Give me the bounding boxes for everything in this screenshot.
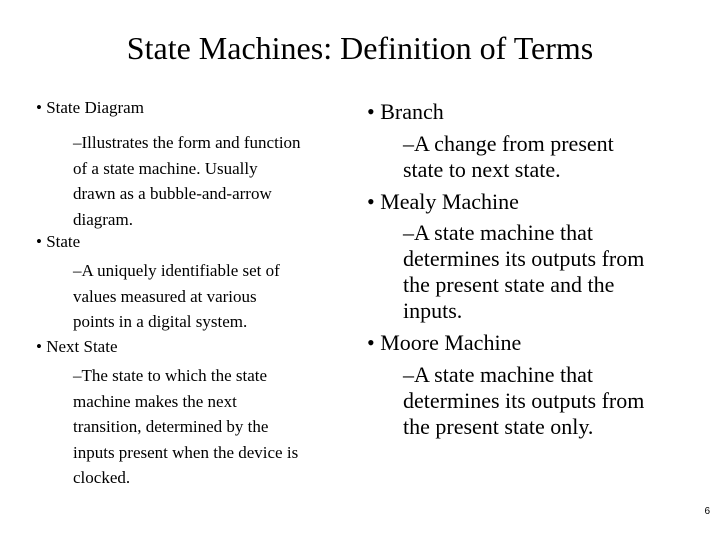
- definition-line: –A state machine that: [403, 362, 593, 387]
- definition-line: the present state and the: [403, 272, 615, 297]
- slide-title: State Machines: Definition of Terms: [126, 30, 594, 66]
- definition-moore-machine: [403, 362, 644, 440]
- term-state: • State: [36, 232, 81, 251]
- definition-line: determines its outputs from: [403, 246, 645, 271]
- term-next-state: • Next State: [36, 337, 118, 356]
- definition-mealy-machine: [403, 220, 644, 324]
- definition-line: diagram.: [73, 209, 133, 229]
- term-moore-machine: • Moore Machine: [367, 330, 522, 355]
- term-branch: • Branch: [367, 99, 444, 124]
- definition-state: [73, 258, 280, 335]
- page-number: 6: [704, 506, 710, 517]
- definition-state-diagram: [73, 130, 301, 232]
- definition-line: points in a digital system.: [73, 312, 248, 332]
- definition-line: –The state to which the state: [73, 366, 268, 385]
- definition-next-state: [73, 363, 298, 491]
- definition-line: –A change from present: [403, 131, 614, 156]
- definition-line: inputs.: [403, 298, 463, 323]
- definition-line: machine makes the next: [73, 391, 237, 411]
- definition-line: determines its outputs from: [403, 388, 645, 413]
- term-mealy-machine: • Mealy Machine: [367, 189, 519, 214]
- definition-line: of a state machine. Usually: [73, 158, 258, 178]
- definition-branch: [403, 131, 614, 183]
- definition-line: state to next state.: [403, 157, 561, 182]
- definition-line: the present state only.: [403, 414, 594, 439]
- definition-line: –A state machine that: [403, 220, 593, 245]
- definition-line: inputs present when the device is: [73, 442, 299, 462]
- definition-line: drawn as a bubble-and-arrow: [73, 184, 272, 204]
- definition-line: transition, determined by the: [73, 417, 269, 437]
- definition-line: clocked.: [73, 468, 131, 488]
- definition-line: –A uniquely identifiable set of: [73, 261, 280, 280]
- definition-line: –Illustrates the form and function: [73, 133, 301, 152]
- definition-line: values measured at various: [73, 286, 257, 306]
- term-state-diagram: • State Diagram: [36, 98, 144, 117]
